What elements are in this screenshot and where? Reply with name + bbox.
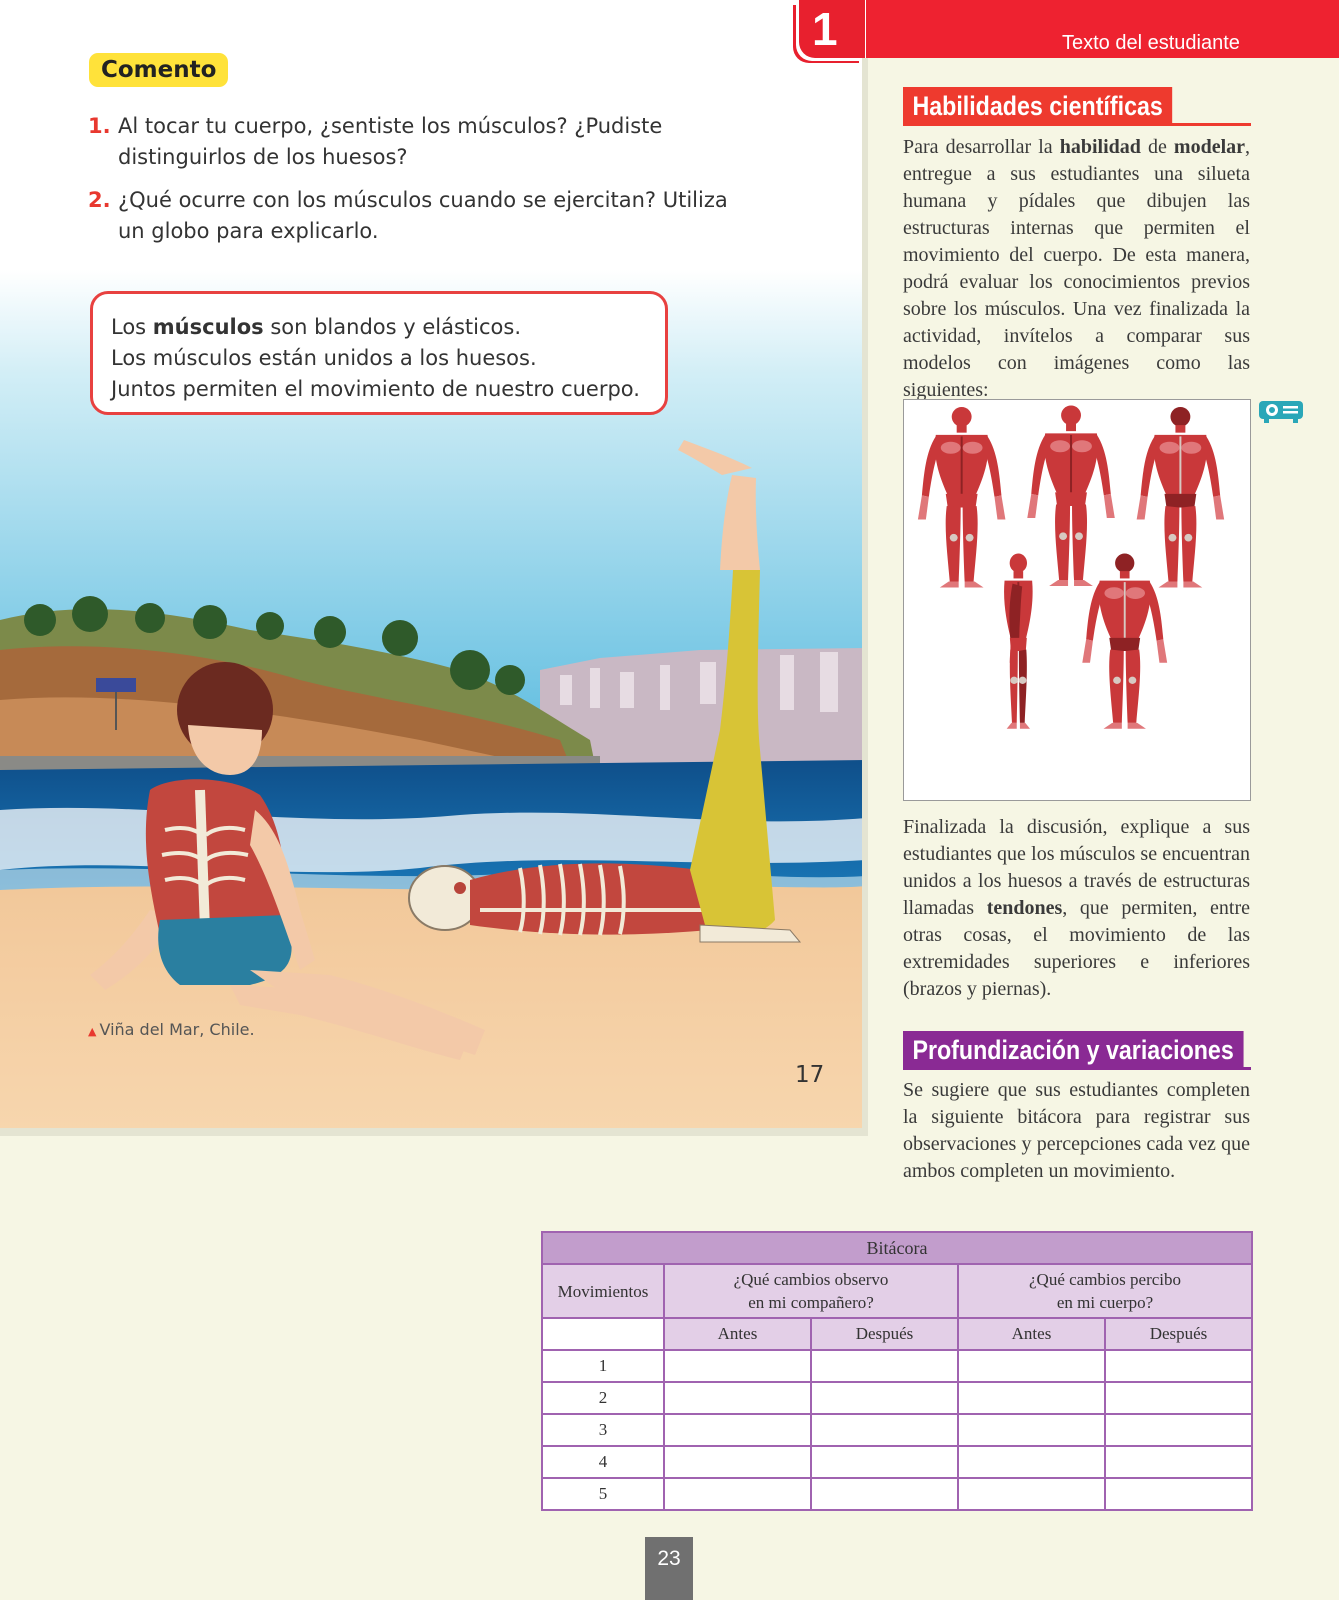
question-text: Al tocar tu cuerpo, ¿sentiste los músculos? ¿Pudiste distinguirlos de los huesos? [118, 114, 663, 169]
profundizacion-paragraph: Se sugiere que sus estudiantes completen la siguiente bitácora para registrar sus observaciones y percepciones cada vez que ambos completen un movimiento. [903, 1079, 1250, 1182]
column-header-movimientos: Movimientos [542, 1264, 664, 1318]
bold-term: modelar [1173, 136, 1245, 158]
table-cell [664, 1350, 811, 1382]
table-cell [958, 1446, 1105, 1478]
info-bold-term: músculos [152, 315, 264, 339]
table-subheader-row [542, 1318, 1252, 1350]
caption-text: Viña del Mar, Chile. [99, 1020, 255, 1039]
table-cell [958, 1478, 1105, 1510]
table-cell [664, 1446, 811, 1478]
question-number: 1. [88, 114, 111, 138]
question-text: ¿Qué ocurre con los músculos cuando se ejercitan? Utiliza un globo para explicarlo. [118, 188, 728, 243]
habilidades-paragraph [903, 134, 1250, 404]
table-cell [664, 1382, 811, 1414]
table-row [542, 1350, 1252, 1382]
table-cell [1105, 1478, 1252, 1510]
column-header-cuerpo [958, 1264, 1252, 1318]
muscle-figure-body [1004, 554, 1033, 729]
row-number: 1 [542, 1350, 664, 1382]
paragraph-text: , que permiten, entre otras cosas, el movimiento de las extremidades superiores e inferiores (brazos y piernas). [903, 897, 1250, 1000]
table-title: Bitácora [542, 1232, 1252, 1264]
profundizacion-heading: Profundización y variaciones [903, 1031, 1243, 1069]
subheader-despues: Después [1105, 1318, 1252, 1350]
paragraph-text: , entregue a sus estudiantes una silueta humana y pídales que dibujen las estructuras internas que permiten el movimiento del cuerpo. De esta manera, podrá evaluar los conocimientos previos sobre los músculos. Una vez finalizada la actividad, invítelos a comparar sus modelos con imágenes como las siguientes: [903, 136, 1250, 401]
column-header-companero [664, 1264, 958, 1318]
muscle-bodies [918, 405, 1224, 728]
muscle-figure-body [1082, 554, 1167, 729]
info-box [90, 291, 668, 415]
info-line-3: Juntos permiten el movimiento de nuestro cuerpo. [111, 377, 640, 401]
student-page [0, 0, 866, 1134]
row-number: 5 [542, 1478, 664, 1510]
projector-icon[interactable] [1258, 398, 1304, 424]
table-cell [664, 1414, 811, 1446]
muscle-figure-body [918, 407, 1005, 588]
paragraph-text: de [1140, 136, 1174, 158]
table-header-row [542, 1264, 1252, 1318]
header-label: Texto del estudiante [1062, 32, 1240, 54]
table-cell [1105, 1382, 1252, 1414]
muscle-figure-body [1137, 407, 1224, 588]
heading-rule [903, 1067, 1251, 1070]
table-row [542, 1446, 1252, 1478]
tendones-paragraph [903, 814, 1250, 1003]
header-line: en mi compañero? [748, 1293, 874, 1312]
muscle-figure-body [1027, 405, 1114, 586]
table-cell [1105, 1446, 1252, 1478]
info-line-2: Los músculos están unidos a los huesos. [111, 346, 537, 370]
muscle-anatomy-figure [903, 399, 1251, 801]
page-number: 23 [657, 1547, 681, 1570]
paragraph-text: Finalizada la discusión, explique a sus estudiantes que los músculos se encuentran unidos a los huesos a través de estructuras llamadas [903, 816, 1250, 919]
habilidades-heading: Habilidades científicas [903, 87, 1172, 125]
table-row [542, 1478, 1252, 1510]
table-title-row [542, 1232, 1252, 1264]
heading-rule [903, 123, 1251, 126]
triangle-icon: ▲ [88, 1025, 97, 1038]
student-page-number: 17 [795, 1062, 825, 1088]
subheader-antes: Antes [958, 1318, 1105, 1350]
empty-cell [542, 1318, 664, 1350]
table-cell [811, 1382, 958, 1414]
table-cell [1105, 1350, 1252, 1382]
table-cell [811, 1350, 958, 1382]
info-line-1 [111, 312, 665, 343]
table-cell [664, 1478, 811, 1510]
table-cell [958, 1414, 1105, 1446]
paragraph-text: Para desarrollar la [903, 136, 1060, 158]
bold-term: habilidad [1059, 136, 1141, 158]
bold-term: tendones [986, 897, 1063, 919]
question-number: 2. [88, 188, 111, 212]
comento-tag: Comento [89, 53, 228, 87]
subheader-despues: Después [811, 1318, 958, 1350]
info-text: Los [111, 315, 153, 339]
table-cell [811, 1414, 958, 1446]
row-number: 2 [542, 1382, 664, 1414]
table-cell [958, 1350, 1105, 1382]
page-edge-shadow [862, 58, 868, 1136]
header-line: ¿Qué cambios percibo [1029, 1270, 1181, 1289]
table-cell [811, 1446, 958, 1478]
table-cell [811, 1478, 958, 1510]
row-number: 3 [542, 1414, 664, 1446]
header-line: en mi cuerpo? [1056, 1293, 1154, 1312]
table-row [542, 1414, 1252, 1446]
row-number: 4 [542, 1446, 664, 1478]
photo-caption [88, 1020, 255, 1039]
question-1 [88, 111, 738, 173]
table-cell [958, 1382, 1105, 1414]
chapter-number: 1 [812, 3, 838, 55]
info-text: son blandos y elásticos. [263, 315, 521, 339]
page-edge-shadow [0, 1128, 868, 1136]
bitacora-table [541, 1231, 1253, 1511]
subheader-antes: Antes [664, 1318, 811, 1350]
table-row [542, 1382, 1252, 1414]
table-cell [1105, 1414, 1252, 1446]
header-line: ¿Qué cambios observo [733, 1270, 889, 1289]
question-2 [88, 185, 738, 247]
